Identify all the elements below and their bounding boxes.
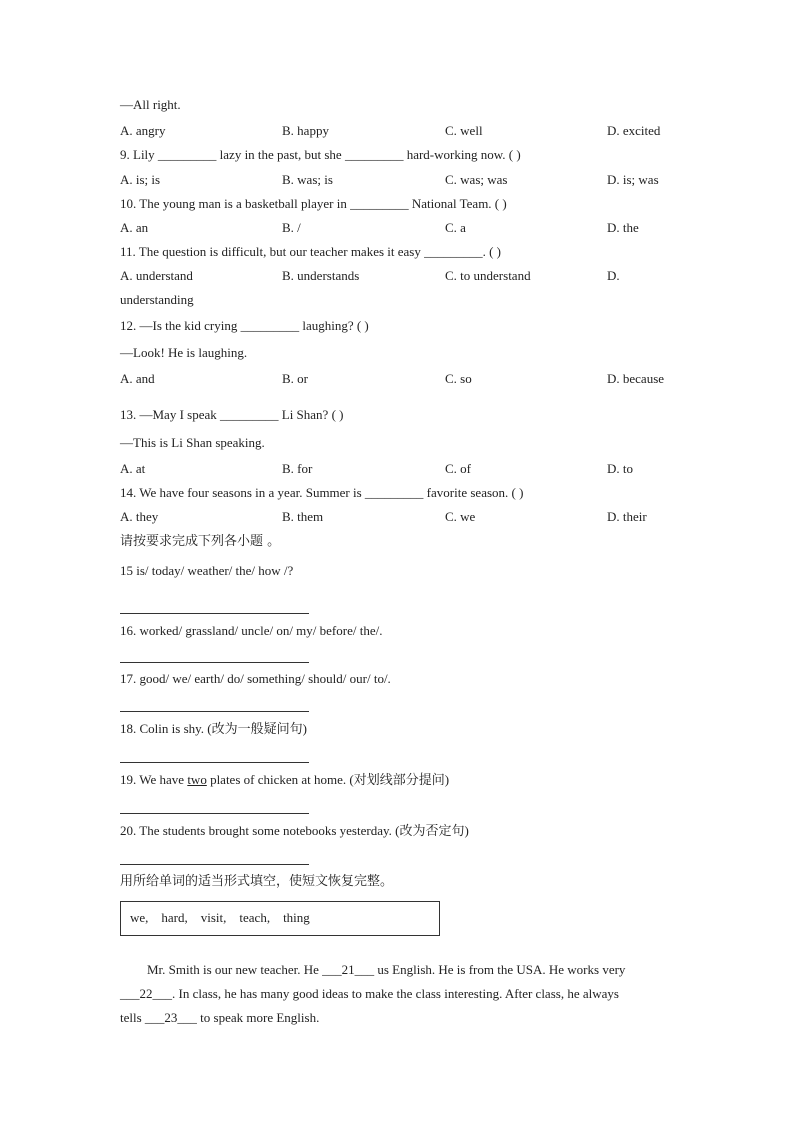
q11-stem: 11. The question is difficult, but our teacher makes it easy _________. ( ): [120, 244, 502, 259]
q13-option-c: C. of: [445, 461, 471, 476]
q9-option-d: D. is; was: [607, 172, 659, 187]
q14-option-d: D. their: [607, 509, 647, 524]
q14-stem: 14. We have four seasons in a year. Summer is _________ favorite season. ( ): [120, 485, 524, 500]
q14-option-b: B. them: [282, 509, 324, 524]
q14-option-c: C. we: [445, 509, 476, 524]
q8-option-a: A. angry: [120, 123, 166, 138]
q17-prompt: 17. good/ we/ earth/ do/ something/ should/ our/ to/.: [120, 671, 391, 686]
q13-option-a: A. at: [120, 461, 146, 476]
passage-text: Mr. Smith is our new teacher. He: [147, 962, 323, 977]
q13-stem: 13. —May I speak _________ Li Shan? ( ): [120, 407, 344, 422]
q11-option-c: C. to understand: [445, 268, 531, 283]
q9-option-c: C. was; was: [445, 172, 508, 187]
blank-21[interactable]: ___21___: [322, 962, 375, 977]
q12-option-b: B. or: [282, 371, 308, 386]
passage-text: us English. He is from the USA. He works very: [374, 962, 626, 977]
q8-option-b: B. happy: [282, 123, 329, 138]
q13-option-d: D. to: [607, 461, 633, 476]
q12-option-c: C. so: [445, 371, 472, 386]
q11-option-d: D.: [607, 268, 620, 283]
q16-prompt: 16. worked/ grassland/ uncle/ on/ my/ before/ the/.: [120, 623, 383, 638]
q19-prompt: [120, 772, 449, 788]
q18-answer-line[interactable]: [120, 762, 309, 763]
q10-option-d: D. the: [607, 220, 639, 235]
q12-stem: 12. —Is the kid crying _________ laughing? ( ): [120, 318, 369, 333]
q11-option-a: A. understand: [120, 268, 193, 283]
q12-option-a: A. and: [120, 371, 155, 386]
q9-option-b: B. was; is: [282, 172, 333, 187]
q10-option-c: C. a: [445, 220, 466, 235]
passage-text: . In class, he has many good ideas to make the class interesting. After class, he always: [172, 986, 619, 1001]
blank-22[interactable]: ___22___: [120, 986, 172, 1001]
word-bank: we, hard, visit, teach, thing: [130, 910, 310, 925]
q8-option-d: D. excited: [607, 123, 661, 138]
q11-option-d-text: understanding: [120, 292, 194, 307]
q19-prompt-end: plates of chicken at home. (对划线部分提问): [206, 772, 450, 787]
passage-line-3: [120, 1010, 319, 1026]
q13-option-b: B. for: [282, 461, 313, 476]
q10-option-a: A. an: [120, 220, 149, 235]
q8-option-c: C. well: [445, 123, 483, 138]
q13-reply: —This is Li Shan speaking.: [120, 435, 265, 450]
section-instruction-rewrite: 请按要求完成下列各小题 。: [120, 534, 281, 549]
q20-prompt: 20. The students brought some notebooks yesterday. (改为否定句): [120, 823, 469, 838]
blank-23[interactable]: ___23___: [144, 1010, 197, 1025]
q8-reply: —All right.: [120, 97, 181, 112]
passage-line-1: [147, 962, 625, 978]
q10-option-b: B. /: [282, 220, 301, 235]
q20-answer-line[interactable]: [120, 864, 309, 865]
q9-option-a: A. is; is: [120, 172, 161, 187]
q15-answer-line[interactable]: [120, 613, 309, 614]
q11-option-b: B. understands: [282, 268, 360, 283]
section-instruction-fill: 用所给单词的适当形式填空，使短文恢复完整。: [120, 874, 394, 889]
q16-answer-line[interactable]: [120, 662, 309, 663]
word-bank-box: [120, 901, 440, 936]
q9-stem: 9. Lily _________ lazy in the past, but she _________ hard-working now. ( ): [120, 147, 521, 162]
q18-prompt: 18. Colin is shy. (改为一般疑问句): [120, 721, 307, 736]
q12-option-d: D. because: [607, 371, 665, 386]
q17-answer-line[interactable]: [120, 711, 309, 712]
q15-prompt: 15 is/ today/ weather/ the/ how /?: [120, 563, 294, 578]
q19-prompt-start: 19. We have: [120, 772, 188, 787]
q12-reply: —Look! He is laughing.: [120, 345, 248, 360]
q14-option-a: A. they: [120, 509, 159, 524]
passage-line-2: [120, 986, 619, 1002]
q10-stem: 10. The young man is a basketball player in _________ National Team. ( ): [120, 196, 507, 211]
passage-text: to speak more English.: [196, 1010, 320, 1025]
q19-underlined-word: two: [187, 772, 207, 787]
q19-answer-line[interactable]: [120, 813, 309, 814]
passage-text: tells: [120, 1010, 145, 1025]
